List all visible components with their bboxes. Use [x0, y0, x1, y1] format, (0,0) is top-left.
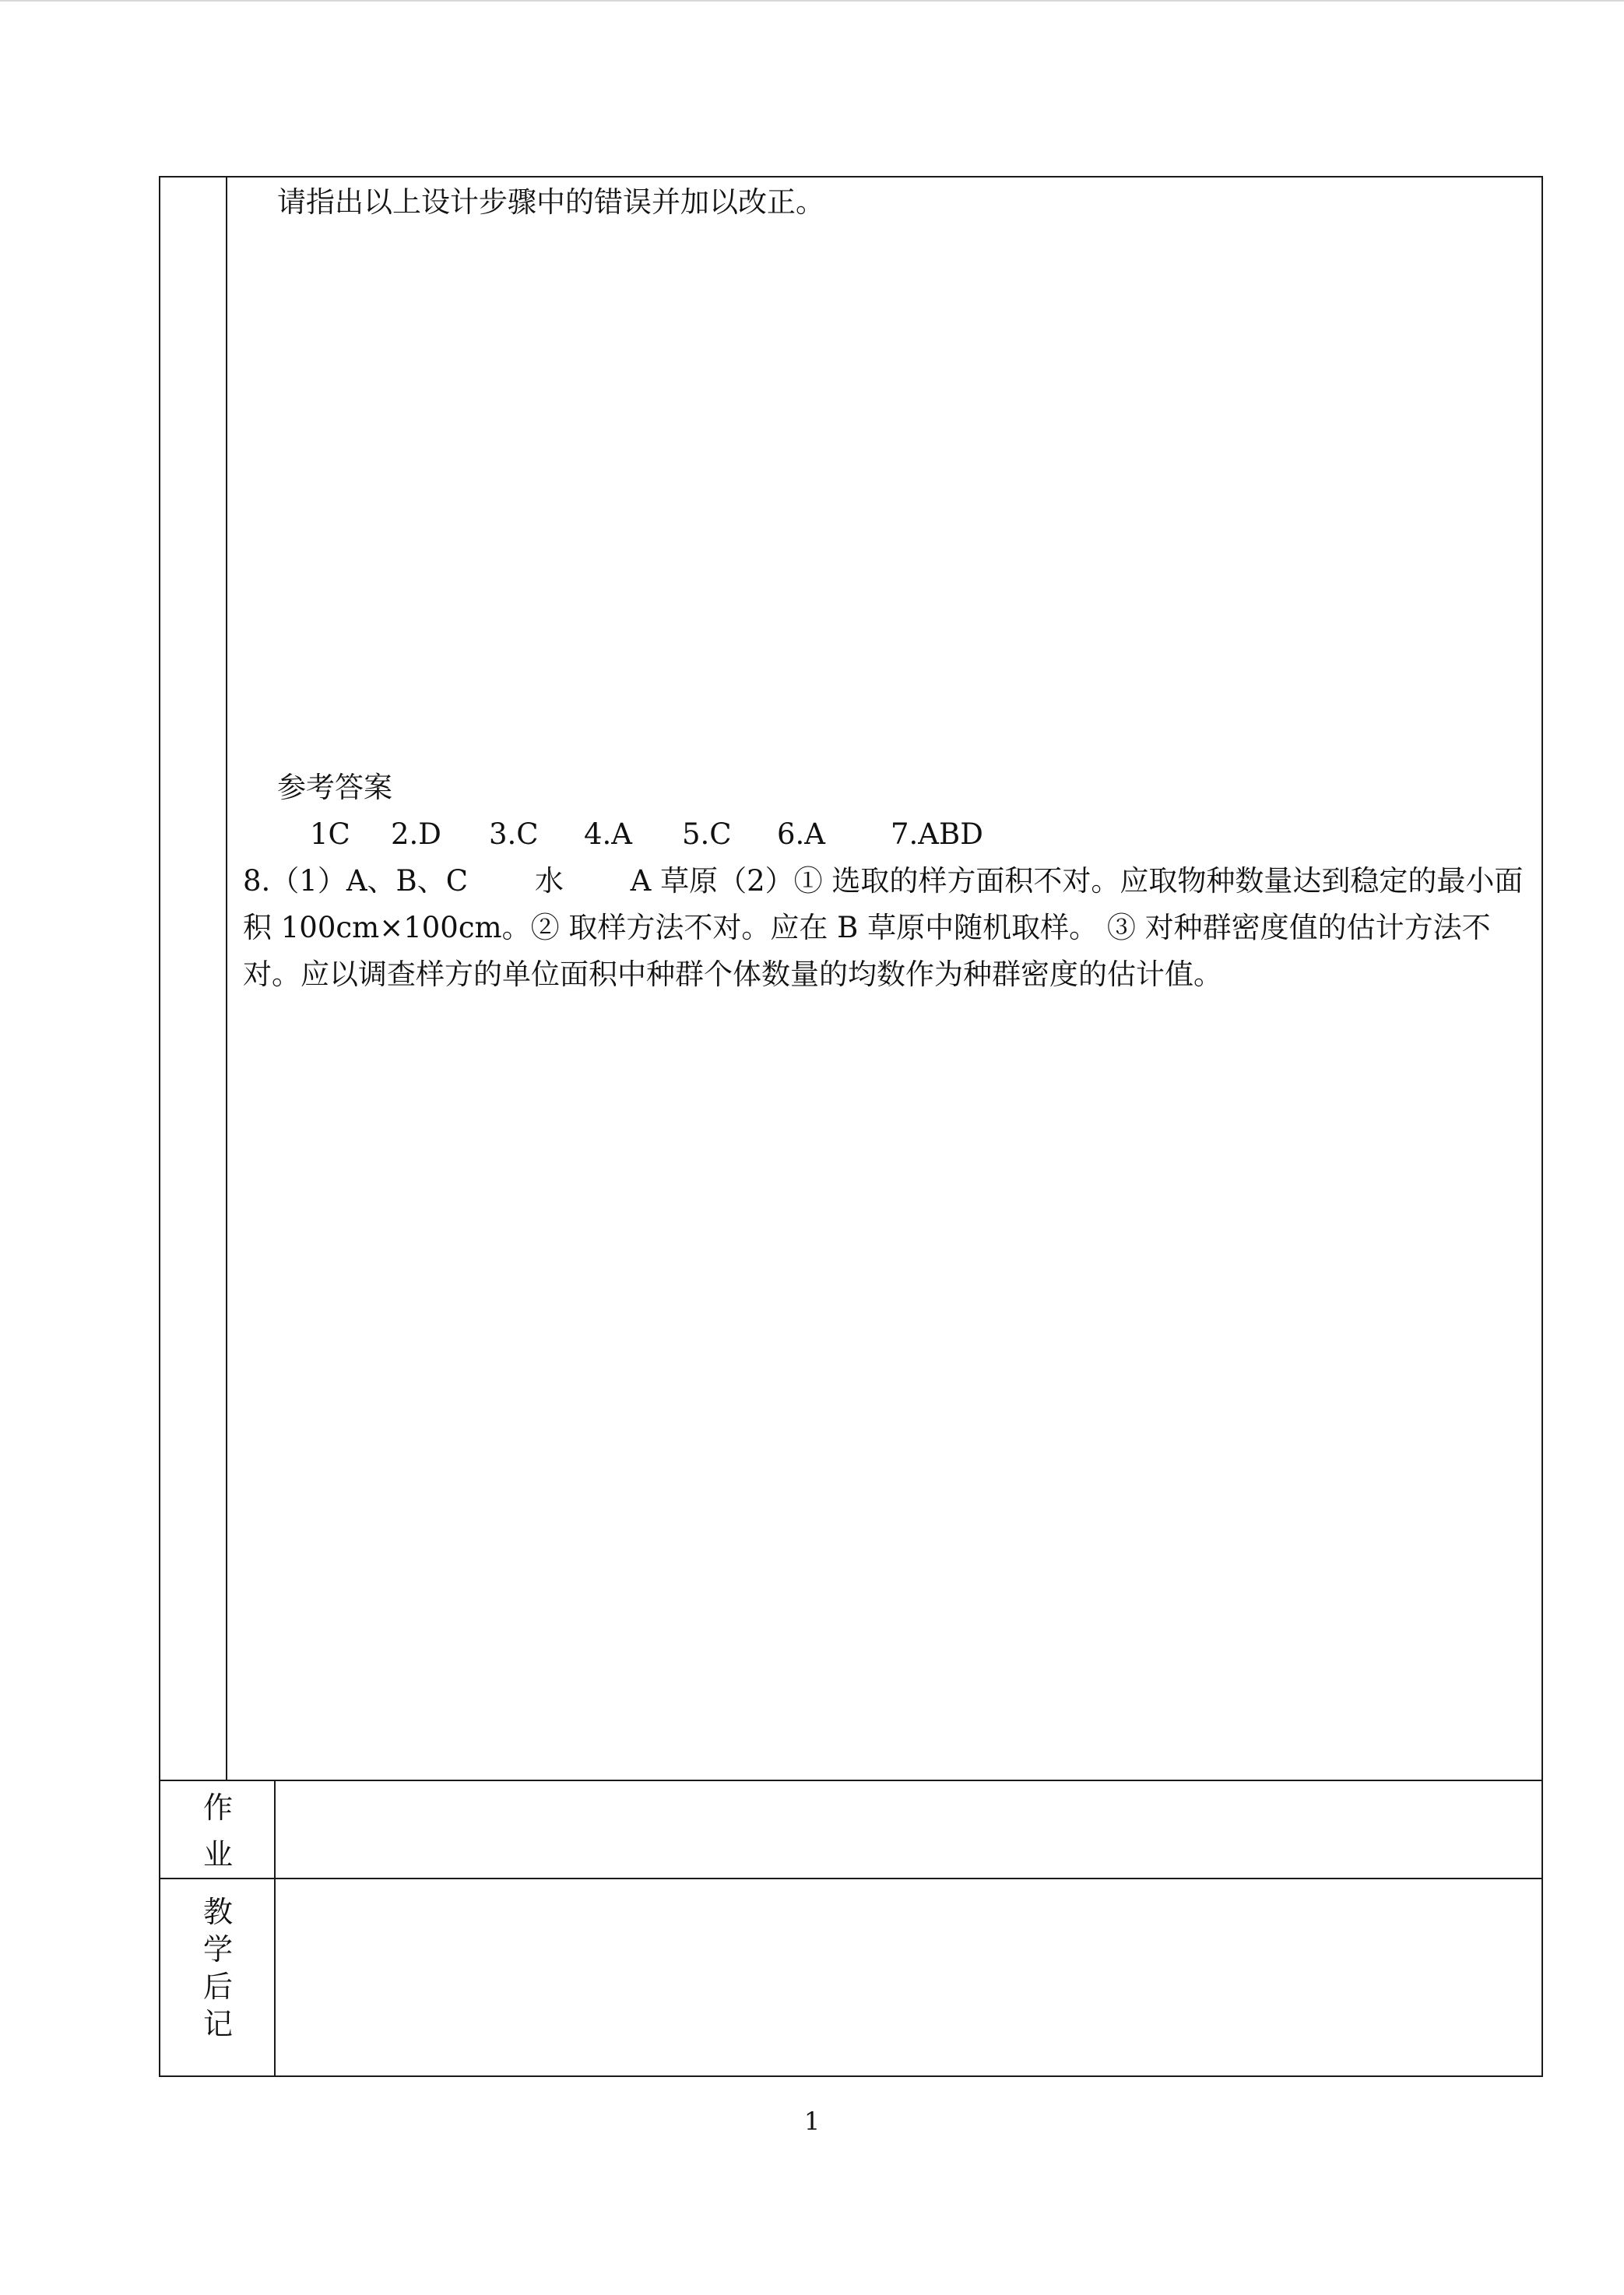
homework-content-cell — [276, 1781, 1541, 1878]
answer-item: 7.ABD — [891, 817, 983, 851]
teaching-reflection-label: 教 学 后 记 — [202, 1895, 233, 2041]
answer-8-explanation: 8.（1）A、B、C 水 A 草原（2）① 选取的样方面积不对。应取物种数量达到稳定的最小面积 100cm×100cm。② 取样方法不对。应在 B 草原中随机取样。 ③ 对种群密度值的估计方法不对。应以调查样方的单位面积中种群个体数量的均数作为种群密度的估计值。 — [243, 864, 1524, 991]
reference-answer-heading: 参考答案 — [277, 771, 392, 804]
answer-item: 3.C — [489, 817, 539, 851]
answer-item: 1C — [310, 817, 350, 851]
answer-item: 2.D — [391, 817, 441, 851]
page-number: 1 — [803, 2107, 821, 2136]
homework-label: 作 业 — [202, 1791, 233, 1871]
content-row-column-divider — [226, 176, 227, 1781]
teaching-reflection-content-cell — [276, 1879, 1541, 2075]
answer-item: 5.C — [682, 817, 732, 851]
answer-item: 6.A — [777, 817, 826, 851]
answer-item: 4.A — [584, 817, 633, 851]
question-prompt: 请指出以上设计步骤中的错误并加以改正。 — [277, 185, 824, 219]
page-top-edge — [0, 0, 1624, 2]
multiple-choice-answers — [310, 811, 983, 858]
